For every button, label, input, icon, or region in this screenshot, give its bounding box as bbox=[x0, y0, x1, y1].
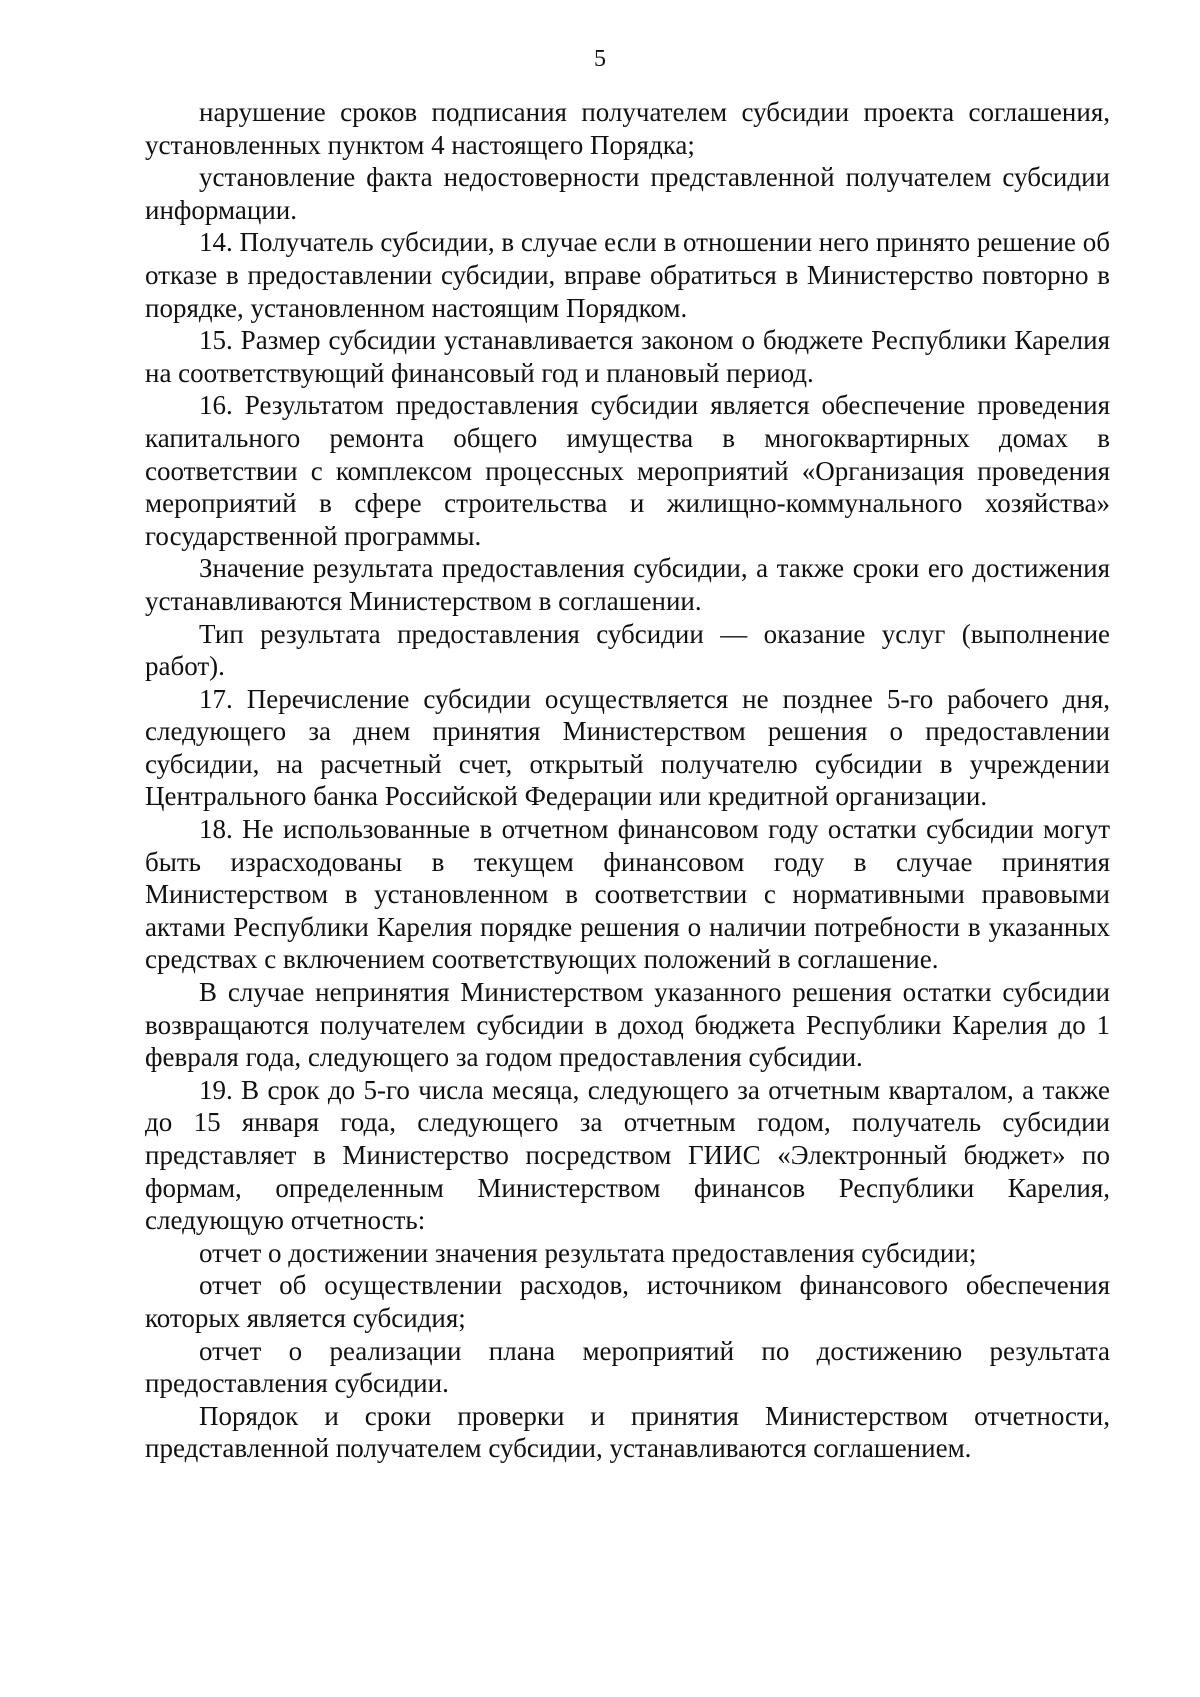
paragraph-18: 18. Не использованные в отчетном финансовом году остатки субсидии могут быть израсходованы в текущем финансовом году в случае принятия Министерством в установленном в соответствии с нормативными правовыми актами Республики Карелия порядке решения о наличии потребности в указанных средствах с включением соответствующих положений в соглашение. bbox=[145, 814, 1110, 975]
paragraph-false-information: установление факта недостоверности представленной получателем субсидии информации. bbox=[145, 162, 1110, 225]
document-body bbox=[145, 96, 1110, 1465]
paragraph-signing-deadline-violation: нарушение сроков подписания получателем субсидии проекта соглашения, установленных пунктом 4 настоящего Порядка; bbox=[145, 97, 1110, 160]
page-number: 5 bbox=[594, 46, 606, 72]
paragraph-result-value: Значение результата предоставления субсидии, а также сроки его достижения устанавливаются Министерством в соглашении. bbox=[145, 553, 1110, 616]
paragraph-report-expenses: отчет об осуществлении расходов, источником финансового обеспечения которых является субсидия; bbox=[145, 1270, 1110, 1333]
paragraph-16: 16. Результатом предоставления субсидии является обеспечение проведения капитального ремонта общего имущества в многоквартирных домах в соответствии с комплексом процессных мероприятий «Организация проведения мероприятий в сфере строительства и жилищно-коммунального хозяйства» государственной программы. bbox=[145, 390, 1110, 551]
paragraph-15: 15. Размер субсидии устанавливается законом о бюджете Республики Карелия на соответствующий финансовый год и плановый период. bbox=[145, 325, 1110, 388]
paragraph-14: 14. Получатель субсидии, в случае если в отношении него принято решение об отказе в предоставлении субсидии, вправе обратиться в Министерство повторно в порядке, установленном настоящим Порядком. bbox=[145, 227, 1110, 323]
paragraph-19: 19. В срок до 5-го числа месяца, следующего за отчетным кварталом, а также до 15 января года, следующего за отчетным годом, получатель субсидии представляет в Министерство посредством ГИИС «Электронный бюджет» по формам, определенным Министерством финансов Республики Карелия, следующую отчетность: bbox=[145, 1074, 1110, 1236]
paragraph-result-type: Тип результата предоставления субсидии — оказание услуг (выполнение работ). bbox=[145, 618, 1110, 682]
paragraph-report-result: отчет о достижении значения результата предоставления субсидии; bbox=[199, 1237, 977, 1268]
paragraph-report-plan: отчет о реализации плана мероприятий по достижению результата предоставления субсидии. bbox=[145, 1335, 1110, 1399]
paragraph-remainder-return: В случае непринятия Министерством указанного решения остатки субсидии возвращаются получателем субсидии в доход бюджета Республики Карелия до 1 февраля года, следующего за годом предоставления субсидии. bbox=[145, 977, 1110, 1073]
paragraph-report-verification: Порядок и сроки проверки и принятия Министерством отчетности, представленной получателем субсидии, устанавливаются соглашением. bbox=[145, 1400, 1110, 1464]
paragraph-17: 17. Перечисление субсидии осуществляется не позднее 5-го рабочего дня, следующего за днем принятия Министерством решения о предоставлении субсидии, на расчетный счет, открытый получателю субсидии в учреждении Центрального банка Российской Федерации или кредитной организации. bbox=[145, 683, 1110, 812]
